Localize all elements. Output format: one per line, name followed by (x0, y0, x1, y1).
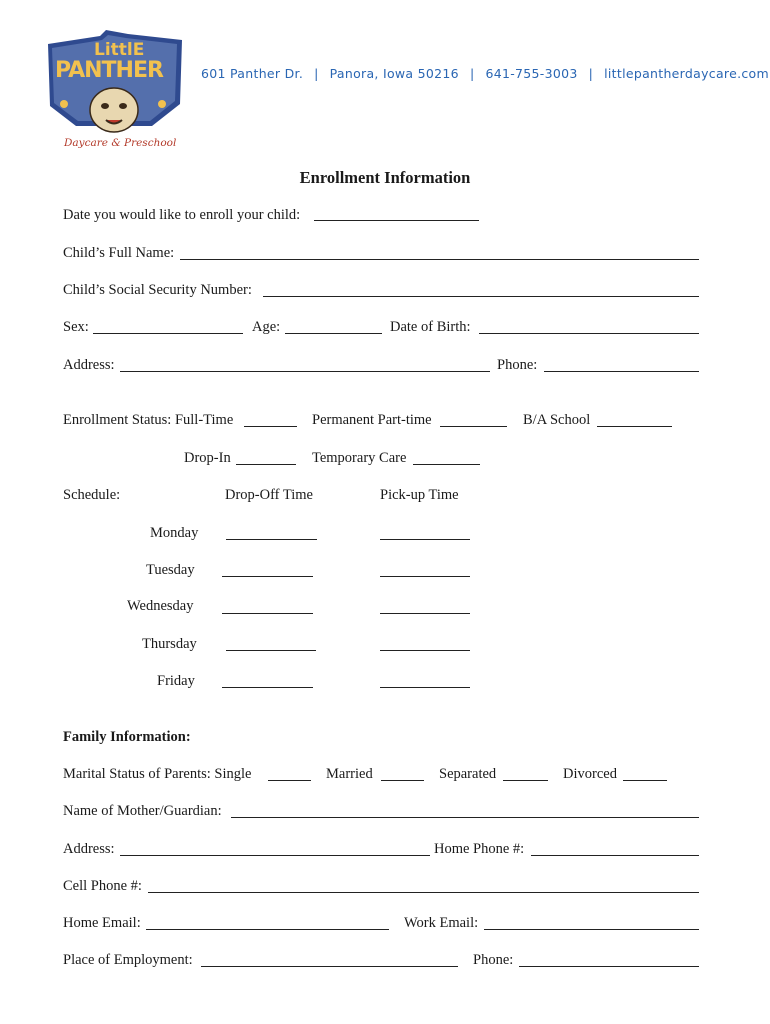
child-address-field[interactable] (120, 371, 490, 372)
permanent-parttime-label: Permanent Part-time (312, 412, 432, 428)
monday-pickup-field[interactable] (380, 539, 470, 540)
status-label: Enrollment Status: Full-Time (63, 412, 234, 428)
family-address-field[interactable] (120, 855, 430, 856)
cell-phone-label: Cell Phone #: (63, 878, 142, 894)
ba-school-field[interactable] (597, 426, 672, 427)
separated-field[interactable] (503, 780, 548, 781)
divorced-field[interactable] (623, 780, 667, 781)
employment-label: Place of Employment: (63, 952, 193, 968)
employment-field[interactable] (201, 966, 458, 967)
mother-label: Name of Mother/Guardian: (63, 803, 222, 819)
dropoff-header: Drop-Off Time (225, 487, 313, 503)
friday-pickup-field[interactable] (380, 687, 470, 688)
ssn-label: Child’s Social Security Number: (63, 282, 252, 298)
header-city: Panora, Iowa 50216 (329, 66, 459, 81)
logo-tagline: Daycare & Preschool (64, 137, 177, 149)
tuesday-pickup-field[interactable] (380, 576, 470, 577)
enroll-date-field[interactable] (314, 220, 479, 221)
work-email-label: Work Email: (404, 915, 479, 931)
friday-dropoff-field[interactable] (222, 687, 313, 688)
married-label: Married (326, 766, 373, 782)
child-phone-field[interactable] (544, 371, 699, 372)
pickup-header: Pick-up Time (380, 487, 459, 503)
header-website[interactable]: littlepantherdaycare.com (604, 66, 769, 81)
home-phone-field[interactable] (531, 855, 699, 856)
enroll-date-label: Date you would like to enroll your child: (63, 207, 301, 223)
separated-label: Separated (439, 766, 497, 782)
schedule-label: Schedule: (63, 487, 121, 503)
child-address-label: Address: (63, 357, 115, 373)
marital-label: Marital Status of Parents: Single (63, 766, 252, 782)
logo-line2: PANTHER (55, 58, 163, 83)
thursday-pickup-field[interactable] (380, 650, 470, 651)
ba-school-label: B/A School (523, 412, 591, 428)
permanent-parttime-field[interactable] (440, 426, 507, 427)
header-phone: 641-755-3003 (485, 66, 578, 81)
temporary-care-label: Temporary Care (312, 450, 407, 466)
child-name-field[interactable] (180, 259, 699, 260)
child-name-label: Child’s Full Name: (63, 245, 175, 261)
drop-in-label: Drop-In (184, 450, 231, 466)
thursday-dropoff-field[interactable] (226, 650, 316, 651)
day-tuesday: Tuesday (146, 562, 195, 578)
day-friday: Friday (157, 673, 195, 689)
home-phone-label: Home Phone #: (434, 841, 525, 857)
day-monday: Monday (150, 525, 199, 541)
header-address: 601 Panther Dr. (201, 66, 304, 81)
family-heading: Family Information: (63, 729, 191, 745)
sex-label: Sex: (63, 319, 89, 335)
ssn-field[interactable] (263, 296, 699, 297)
logo (42, 30, 187, 155)
employment-phone-field[interactable] (519, 966, 699, 967)
divorced-label: Divorced (563, 766, 617, 782)
family-address-label: Address: (63, 841, 115, 857)
tuesday-dropoff-field[interactable] (222, 576, 313, 577)
cell-phone-field[interactable] (148, 892, 699, 893)
home-email-field[interactable] (146, 929, 389, 930)
child-phone-label: Phone: (497, 357, 538, 373)
single-field[interactable] (268, 780, 311, 781)
monday-dropoff-field[interactable] (226, 539, 317, 540)
home-email-label: Home Email: (63, 915, 141, 931)
fulltime-field[interactable] (244, 426, 297, 427)
work-email-field[interactable] (484, 929, 699, 930)
day-thursday: Thursday (142, 636, 197, 652)
day-wednesday: Wednesday (127, 598, 194, 614)
logo-line1: LittlE (94, 40, 145, 60)
wednesday-pickup-field[interactable] (380, 613, 470, 614)
dob-label: Date of Birth: (390, 319, 471, 335)
dob-field[interactable] (479, 333, 699, 334)
wednesday-dropoff-field[interactable] (222, 613, 313, 614)
contact-header: 601 Panther Dr. | Panora, Iowa 50216 | 641-755-3003 | littlepantherdaycare.com (201, 66, 769, 81)
married-field[interactable] (381, 780, 424, 781)
age-label: Age: (252, 319, 281, 335)
age-field[interactable] (285, 333, 382, 334)
temporary-care-field[interactable] (413, 464, 480, 465)
page-title: Enrollment Information (299, 168, 471, 187)
sex-field[interactable] (93, 333, 243, 334)
employment-phone-label: Phone: (473, 952, 514, 968)
mother-field[interactable] (231, 817, 699, 818)
drop-in-field[interactable] (236, 464, 296, 465)
